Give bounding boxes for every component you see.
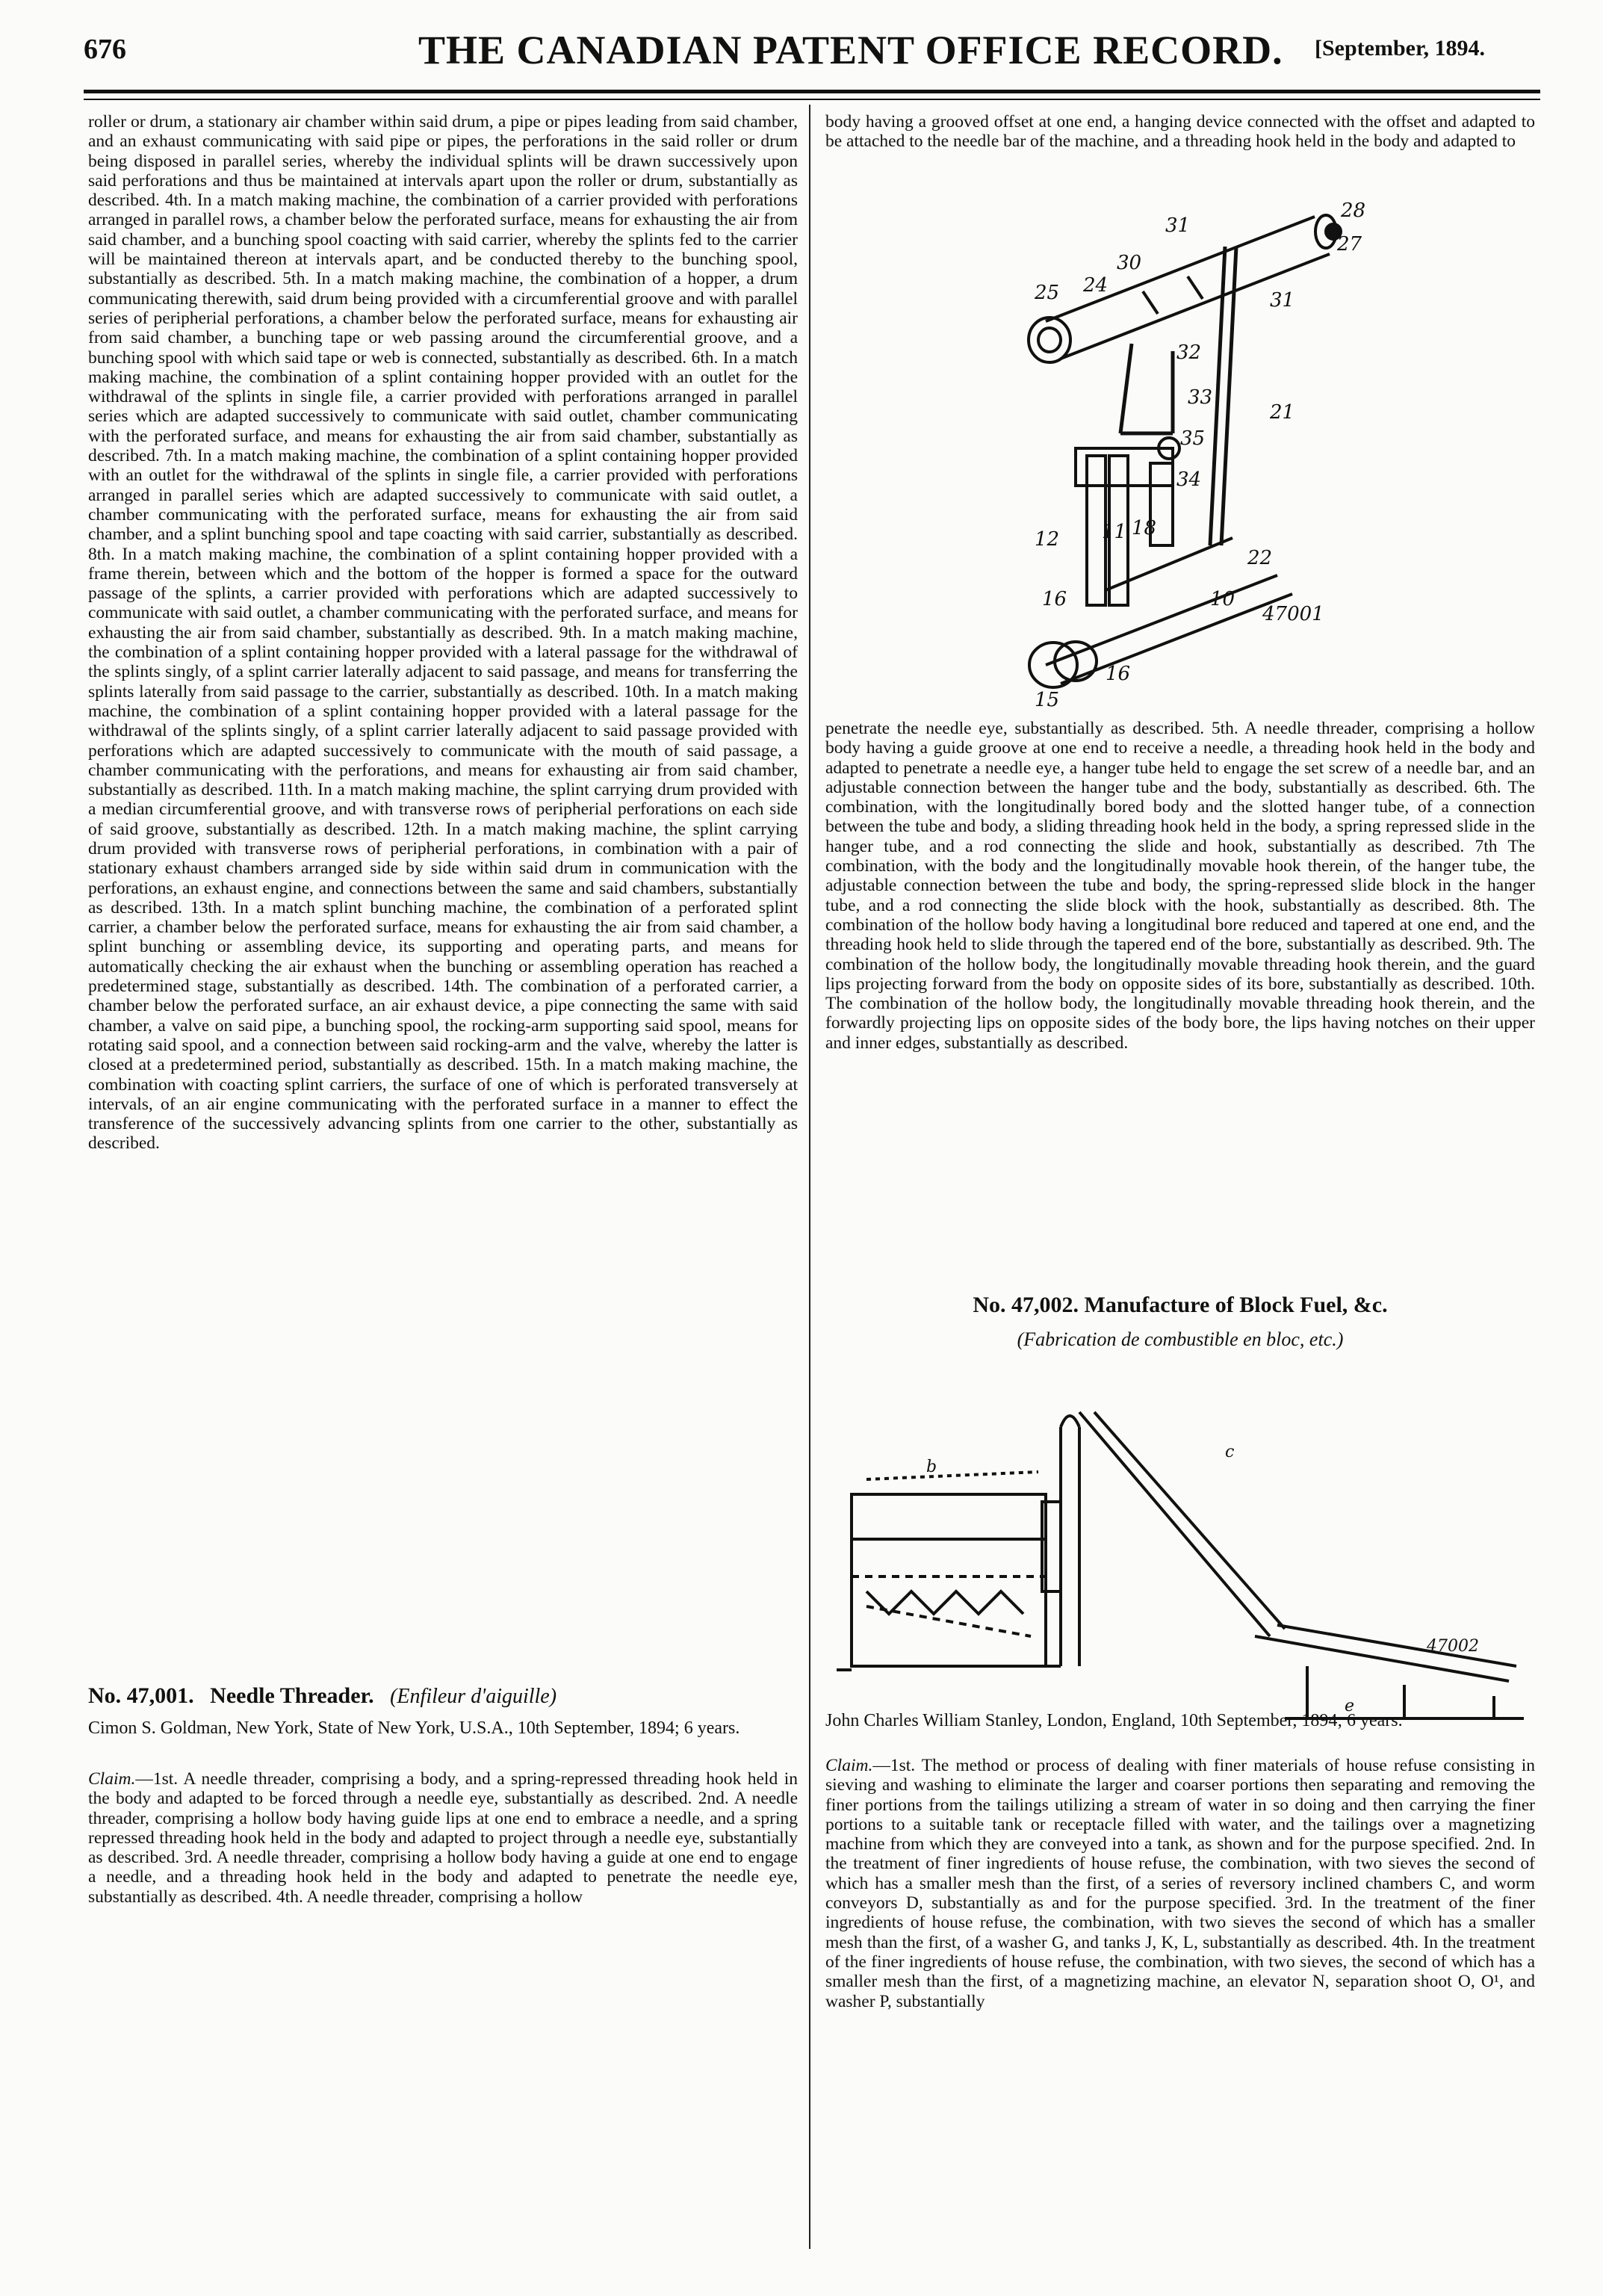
patent-47002-heading: No. 47,002. Manufacture of Block Fuel, &c. (973, 1293, 1388, 1317)
patent-french-title: (Enfileur d'aiguille) (390, 1685, 557, 1708)
label-31b: 31 (1270, 289, 1295, 312)
label-21: 21 (1270, 401, 1295, 424)
claim-label: Claim. (88, 1769, 136, 1789)
patent-title: Needle Threader. (210, 1683, 374, 1708)
continuation-paragraph: roller or drum, a stationary air chamber within said drum, a pipe or pipes leading from said chamber, and an exhaust communicating with said pipe or pipes, the perforations in the said roller or drum being disposed in parallel series, whereby the individual splints will be drawn successively upon said perforations and thus be maintained at intervals apart upon the roller or drum, substantially as described. 4th. In a match making machine, the combination of a carrier provided with perforations arranged in parallel rows, a chamber below the perforated surface, means for exhausting the air from said chamber, and a bunching spool coacting with said carrier, whereby the splints fed to the carrier will be maintained thereon at intervals apart, and be conducted thereby to the bunching spool, substantially as described. 5th. In a match making machine, the combination of a hopper, a drum communicating therewith, said drum being provided with a circumferential groove and with parallel series of peripherial perforations, a chamber below the perforated surface, means for exhausting air from said chamber, a bunching tape or web passing around the circumferential groove, and a bunching spool with which said tape or web is connected, substantially as described. 6th. In a match making machine, the combination of a splint containing hopper provided with an outlet for the withdrawal of the splints in single file, a carrier provided with perforations arranged in parallel series which are adapted successively to communicate with said outlet, chamber communicating with the perforated surface, and means for exhausting the air from said chamber, substantially as described. 7th. In a match making machine, the combination of a splint containing hopper provided with an outlet for the withdrawal of the splints in single file, a carrier provided with perforations arranged in parallel series which are adapted successively to communicate with said outlet, a chamber communicating with the perforated surface, means for exhausting the air from said chamber, and a splint bunching spool and tape coacting with said carrier, substantially as described. 8th. In a match making machine, the combination of a splint containing hopper provided with a frame therein, between which and the bottom of the hopper is formed a space for the outward passage of the splints, a carrier provided with perforations which are adapted successively to communicate with said outlet, a chamber communicating with the perforated surface, and means for exhausting the air from said chamber, substantially as described. 9th. In a match making machine, the combination of a splint containing hopper provided with a lateral passage for the withdrawal of the splints singly, of a splint carrier laterally adjacent to said passage, and means for transferring the splints laterally from said passage to the carrier, substantially as described. 10th. In a match making machine, the combination of a splint containing hopper provided with a lateral passage for the withdrawal of the splints singly, of a splint carrier laterally adjacent to said passage provided with perforations which are adapted successively to communicate with the mouth of said passage, a chamber communicating with the perforations, and means for exhausting air from said chamber, substantially as described. 11th. In a match making machine, the splint carrying drum provided with a median circumferential groove, and with transverse rows of peripherial perforations on each side of said groove, substantially as described. 12th. In a match making machine, the splint carrying drum provided with transverse rows of peripherial perforations, in combination with a pair of stationary exhaust chambers arranged side by side within said drum in communication with the perforations, an exhaust engine, and connections between the same and said chambers, substantially as described. 13th. In a match splint bunching machine, the combination of a perforated splint carrier, a chamber below the perforated surface, means for exhausting the air from said chamber, a splint bunching or assembling device, its supporting and operating parts, and means for automatically checking the air exhaust when the bunching or assembling operation has reached a predetermined stage, substantially as described. 14th. The combination of a perforated carrier, a chamber below the perforated surface, an air exhaust device, a pipe connecting the same with said chamber, a valve on said pipe, a bunching spool, the rocking-arm supporting said spool, means for rotating said spool, and a connection between said rocking-arm and the valve, whereby the latter is closed at a predetermined period, substantially as described. 15th. In a match making machine, the combination with coacting splint carriers, the surface of one of which is perforated transversely at intervals, of an air engine communicating with the perforated surface in a manner to effect the transference of the successively advancing splints from one carrier to the other, substantially as described. (88, 112, 798, 1154)
label-e: e (1345, 1697, 1355, 1715)
label-16b: 16 (1106, 663, 1131, 685)
header-rule (84, 90, 1540, 93)
patent-47001-heading (88, 1683, 556, 1709)
label-10: 10 (1210, 588, 1235, 610)
label-22: 22 (1247, 547, 1273, 569)
block-fuel-apparatus-figure (837, 1367, 1531, 1726)
column-divider (809, 105, 810, 2249)
page-number: 676 (84, 34, 126, 65)
label-12: 12 (1035, 528, 1060, 551)
patent-47001-claims (88, 1769, 798, 1907)
label-16: 16 (1042, 588, 1067, 610)
label-28: 28 (1341, 199, 1366, 222)
label-30: 30 (1117, 252, 1142, 274)
label-11: 11 (1102, 521, 1127, 543)
label-34: 34 (1176, 468, 1202, 491)
publication-title: THE CANADIAN PATENT OFFICE RECORD. (418, 28, 1283, 72)
label-25: 25 (1035, 282, 1060, 304)
label-18: 18 (1132, 517, 1157, 539)
label-24: 24 (1083, 274, 1109, 297)
label-33: 33 (1188, 386, 1213, 409)
patent-47002-inventor: John Charles William Stanley, London, England, 10th September, 1894; 6 years. (825, 1711, 1403, 1730)
label-b: b (926, 1458, 937, 1476)
patent-47001-inventor: Cimon S. Goldman, New York, State of New York, U.S.A., 10th September, 1894; 6 years. (88, 1718, 740, 1738)
right-top-paragraph: body having a grooved offset at one end, a hanging device connected with the offset and adapted to be attached to the needle bar of the machine, and a threading hook held in the body and adapted to (825, 112, 1535, 152)
patent-47002-drawing-number: 47002 (1427, 1637, 1479, 1656)
patent-47001-claims-continued (825, 719, 1535, 1053)
issue-date: [September, 1894. (1315, 36, 1486, 61)
header-rule-thin (84, 99, 1540, 100)
label-15: 15 (1035, 689, 1060, 710)
claim-text: —1st. The method or process of dealing with finer materials of house refuse consisting in sieving and washing to eliminate the larger and coarser portions then separating and removing the finer portions from the tailings utilizing a stream of water in so doing and then carrying the finer portions to a suitable tank or receptacle filled with water, and the tailings over a magnetizing machine from which they are conveyed into a tank, as shown and for the purpose specified. 2nd. In the treatment of finer ingredients of house refuse, the combination, with two sieves the second of which has a smaller mesh than the first, of a series of reversory inclined chambers C, and worm conveyors D, substantially as and for the purpose specified. 3rd. In the treatment of the finer ingredients of house refuse, the combination, with two sieves the second of which has a smaller mesh than the first, of a washer G, and tanks J, K, L, substantially as described. 4th. In the treatment of the finer ingredients of house refuse, the combination, with two sieves, the second of which has a smaller mesh than the first, of a magnetizing machine, an elevator N, separation shoot O, O¹, and washer P, substantially (825, 1756, 1535, 2011)
right-mid-paragraph: penetrate the needle eye, substantially as described. 5th. A needle threader, comprising a hollow body having a guide groove at one end to receive a needle, a threading hook held in the body and adapted to penetrate a needle eye, a hanger tube held to engage the set screw of a needle bar, and an adjustable connection between the hanger tube and the body, substantially as described. 6th. The combination, with the longitudinally bored body and the slotted hanger tube, of a connection between the tube and body, a sliding threading hook held in the body, a spring repressed slide in the hanger tube, and a rod connecting the slide and hook, substantially as described. 7th The combination, with the body and the longitudinally movable hook therein, of the hanger tube, the adjustable connection between the tube and body, the spring-repressed slide block in the hanger tube, and a rod connecting the slide block with the hook, substantially as described. 8th. The combination of the hollow body having a longitudinal bore reduced and tapered at one end, and the threading hook held to slide through the tapered end of the bore, substantially as described. 9th. The combination of the hollow body, the longitudinally movable threading hook therein, and the guard lips projecting forward from the body on opposite sides of its bore, substantially as described. 10th. The combination of the hollow body, the longitudinally movable threading hook therein, and the forwardly projecting lips on opposite sides of the body bore, the lips having notches on their upper and inner edges, substantially as described. (825, 719, 1535, 1053)
label-35: 35 (1180, 427, 1206, 450)
patent-drawing-number: 47001 (1262, 603, 1324, 625)
claim-text: —1st. A needle threader, comprising a body, and a spring-repressed threading hook held in the body and adapted to be forced through a needle eye, substantially as described. 2nd. A needle threader, comprising a hollow body having guide lips at one end to embrace a needle, and a spring repressed threading hook held in the body and adapted to project through a needle eye, substantially as described. 3rd. A needle threader, comprising a hollow body having a guide at one end to engage a needle, and a threading hook held in the body and adapted to penetrate the needle eye, substantially as described. 4th. A needle threader, comprising a hollow (88, 1769, 798, 1907)
patent-47002-claims (825, 1756, 1535, 2011)
patent-47002-french-title: (Fabrication de combustible en bloc, etc.) (1017, 1328, 1344, 1350)
left-column-continuation (88, 112, 798, 1154)
label-27: 27 (1337, 233, 1362, 256)
label-32: 32 (1176, 341, 1202, 364)
patent-number: No. 47,001. (88, 1683, 194, 1708)
label-c: c (1225, 1443, 1235, 1461)
claim-label: Claim. (825, 1756, 873, 1775)
label-31: 31 (1165, 214, 1191, 237)
right-column-top (825, 112, 1535, 152)
needle-threader-figure (964, 187, 1427, 710)
